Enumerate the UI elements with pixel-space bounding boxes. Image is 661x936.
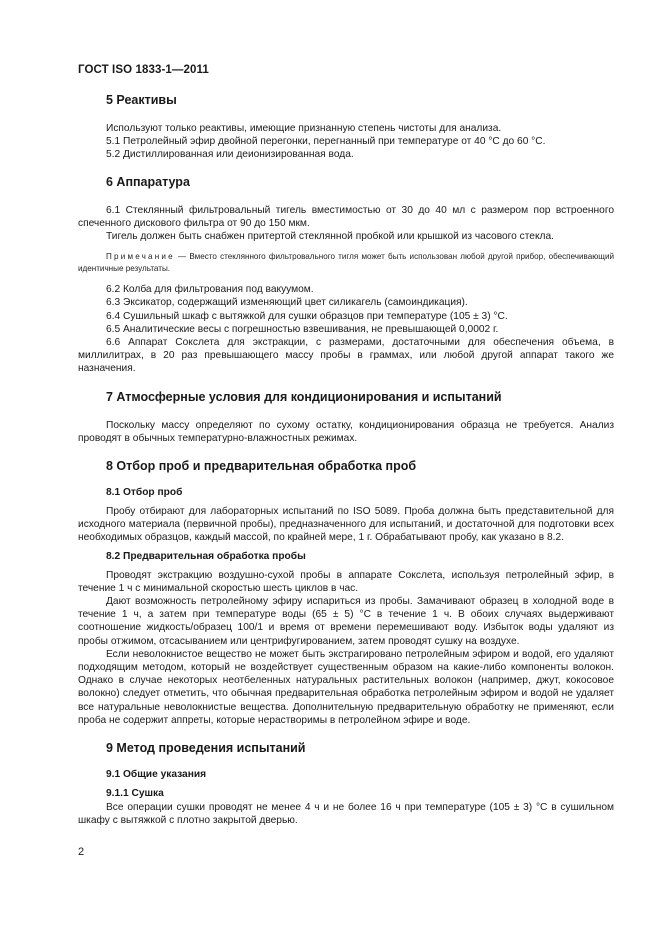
section-6-1-extra: Тигель должен быть снабжен притертой стеклянной пробкой или крышкой из часового стекла.	[106, 231, 554, 243]
note-label: Примечание	[106, 252, 175, 262]
section-6-2: 6.2 Колба для фильтрования под вакуумом.	[106, 284, 314, 296]
section-6-title: 6 Аппаратура	[106, 174, 190, 189]
section-8-2-title: 8.2 Предварительная обработка пробы	[106, 550, 306, 562]
section-8-2-p3: Если неволокнистое вещество не может быть экстрагировано петролейным эфиром и водой, его удаляют подходящим методом, который не воздействует существенным образом на какие-либо компоненты волокон. Однако в случае некоторых неотбеленных натуральных растительных волокон (например, джут, кокосовое волокно) следует отметить, что обычная предварительная обработка петролейным эфиром и водой не удаляет все натуральные неволокнистые вещества. Дополнительную предварительную обработку не применяют, если проба не содержит аппреты, которые нерастворимы в петролейном эфире и воде.	[78, 648, 614, 726]
section-5-title: 5 Реактивы	[106, 93, 177, 107]
section-9-1-title: 9.1 Общие указания	[106, 769, 207, 781]
section-6-1: 6.1 Стеклянный фильтровальный тигель вместимостью от 30 до 40 мл с размером пор встроенного спеченного дискового фильтра от 90 до 150 мкм.	[78, 204, 614, 229]
document-body	[78, 92, 614, 828]
section-5-2: 5.2 Дистиллированная или деионизированная вода.	[106, 149, 354, 161]
section-9-1-1-title: 9.1.1 Сушка	[106, 788, 164, 800]
section-8-1-text: Пробу отбирают для лабораторных испытаний по ISO 5089. Проба должна быть представительной для исходного материала (первичной пробы), предназначенного для испытаний, и достаточной для подготовки всех необходимых образцов, каждый массой, по крайней мере, 1 г. Обрабатывают пробу, как указано в 8.2.	[78, 506, 614, 544]
section-6-note	[78, 251, 614, 275]
section-5-intro: Используют только реактивы, имеющие признанную степень чистоты для анализа.	[106, 123, 502, 134]
section-8-2-p2: Дают возможность петролейному эфиру испариться из пробы. Замачивают образец в холодной воде в течение 1 ч, а затем при температуре воды (65 ± 5) °С в течение 1 ч. В обоих случаях выдерживают соотношение жидкость/образец 100/1 и время от времени перемешивают воду. Избыток воды удаляют из пробы отжимом, отсасыванием или центрифугированием, затем проводят сушку на воздухе.	[78, 596, 614, 647]
section-6-4: 6.4 Сушильный шкаф с вытяжкой для сушки образцов при температуре (105 ± 3) °С.	[106, 310, 508, 322]
note-text: — Вместо стеклянного фильтровального тигля может быть использован любой другой прибор, обеспечивающий идентичные результаты.	[78, 252, 614, 274]
section-9-title: 9 Метод проведения испытаний	[106, 741, 306, 756]
section-6-6: 6.6 Аппарат Сокслета для экстракции, с размерами, достаточными для обеспечения объема, в миллилитрах, в 20 раз превышающего массу пробы в граммах, или любой другой аппарат такого же назначения.	[78, 337, 614, 375]
page-number: 2	[78, 846, 85, 858]
section-5-1: 5.1 Петролейный эфир двойной перегонки, перегнанный при температуре от 40 °С до 60 °С.	[106, 136, 546, 148]
section-7-title: 7 Атмосферные условия для кондиционирования и испытаний	[106, 389, 502, 404]
section-9-1-1-text: Все операции сушки проводят не менее 4 ч и не более 16 ч при температуре (105 ± 3) °С в сушильном шкафу с вытяжкой с плотно закрытой дверью.	[78, 802, 614, 827]
section-7-text: Поскольку массу определяют по сухому остатку, кондиционирования образца не требуется. Анализ проводят в обычных температурно-влажностных режимах.	[78, 419, 614, 444]
section-8-title: 8 Отбор проб и предварительная обработка проб	[106, 459, 417, 474]
section-8-2-p1: Проводят экстракцию воздушно-сухой пробы в аппарате Сокслета, используя петролейный эфир, в течение 1 ч с минимальной скоростью шесть циклов в час.	[78, 569, 614, 594]
section-6-5: 6.5 Аналитические весы с погрешностью взвешивания, не превышающей 0,0002 г.	[106, 323, 499, 335]
section-6-3: 6.3 Эксикатор, содержащий изменяющий цвет силикагель (самоиндикация).	[106, 297, 468, 309]
document-header: ГОСТ ISO 1833-1—2011	[78, 64, 209, 76]
section-8-1-title: 8.1 Отбор проб	[106, 487, 183, 499]
